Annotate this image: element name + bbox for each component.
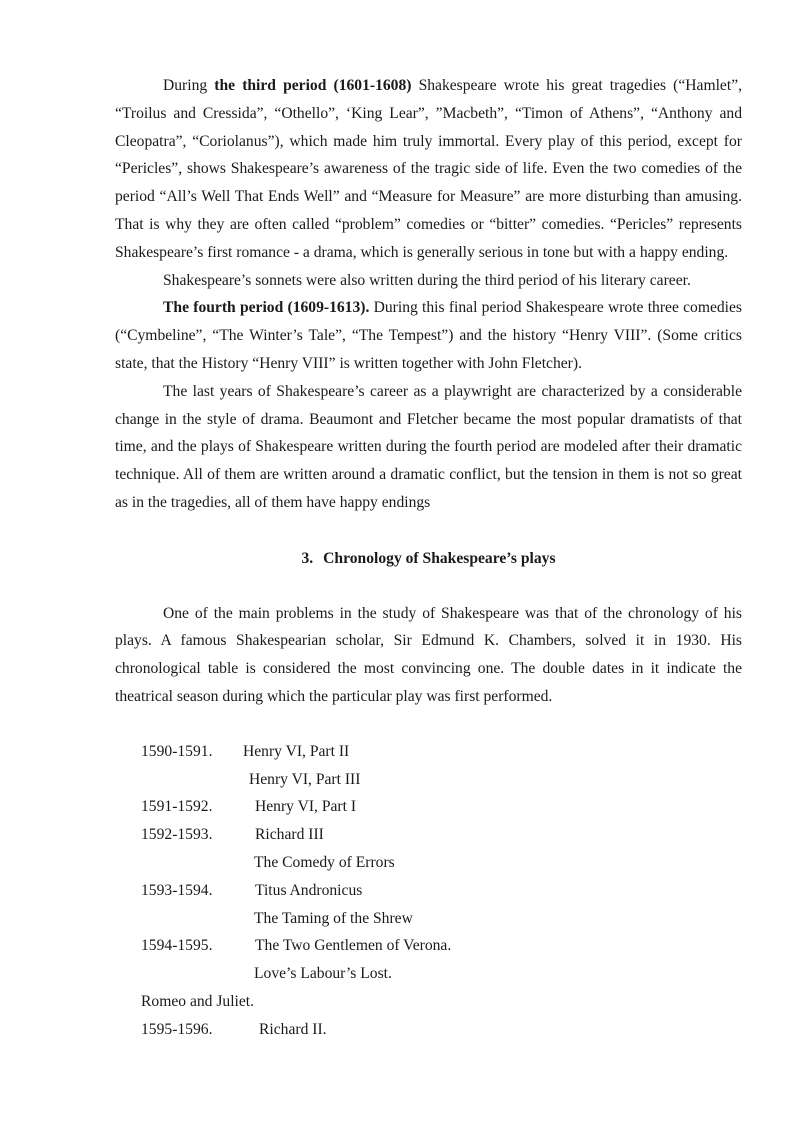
- paragraph-last-years: The last years of Shakespeare’s career as a playwright are characterized by a considerable change in the style of drama. Beaumont and Fletcher became the most popular dramatists of that time, and the plays of Shakespeare written during the fourth period are modeled after their dramatic technique. All of them are written around a dramatic conflict, but the tension in them is not so great as in the tragedies, all of them have happy endings: [115, 382, 742, 511]
- chronology-title: Titus Andronicus: [255, 881, 363, 899]
- chronology-row: [141, 1016, 742, 1044]
- chronology-title: The Two Gentlemen of Verona.: [255, 937, 452, 955]
- chronology-row: [141, 738, 742, 766]
- chronology-year: 1593-1594.: [141, 881, 213, 899]
- period-heading-bold: the third period (1601-1608): [214, 77, 412, 94]
- chronology-title: Richard II.: [259, 1020, 327, 1038]
- section-number: 3.: [301, 549, 314, 567]
- chronology-title: Romeo and Juliet.: [141, 992, 255, 1010]
- chronology-year: 1591-1592.: [141, 798, 213, 816]
- chronology-title: Richard III: [255, 826, 324, 844]
- paragraph-chronology-intro: One of the main problems in the study of Shakespeare was that of the chronology of his plays. A famous Shakespearian scholar, Sir Edmund K. Chambers, solved it in 1930. His chronological table is considered the most convincing one. The double dates in it indicate the theatrical season during which the particular play was first performed.: [115, 604, 742, 705]
- chronology-row: [141, 766, 742, 794]
- document-page: [115, 72, 742, 1044]
- chronology-year: 1595-1596.: [141, 1020, 213, 1038]
- chronology-row: [141, 821, 742, 849]
- chronology-row: [141, 960, 742, 988]
- chronology-row: [141, 849, 742, 877]
- chronology-row: [141, 932, 742, 960]
- chronology-title: The Taming of the Shrew: [254, 909, 413, 927]
- chronology-row: [141, 905, 742, 933]
- chronology-title: Henry VI, Part II: [243, 742, 350, 760]
- paragraph-text: During this final period Shakespeare wrote three comedies (“Cymbeline”, “The Winter’s Tale”, “The Tempest”) and the history “Henry VIII”. (Some critics state, that the History “Henry VIII” is written together with John Fletcher).: [115, 299, 743, 372]
- chronology-title: Henry VI, Part I: [255, 798, 357, 816]
- chronology-list: [115, 738, 742, 1044]
- paragraph-text: Shakespeare wrote his great tragedies (“Hamlet”, “Troilus and Cressida”, “Othello”, ‘King Lear”, ”Macbeth”, “Timon of Athens”, “Anthony and Cleopatra”, “Coriolanus”), which made him truly immortal. Every play of this period, except for “Pericles”, shows Shakespeare’s awareness of the tragic side of life. Even the two comedies of the period “All’s Well That Ends Well” and “Measure for Measure” are more disturbing than amusing. That is why they are often called “problem” comedies or “bitter” comedies. “Pericles” represents Shakespeare’s first romance - a drama, which is generally serious in tone but with a happy ending.: [115, 77, 743, 261]
- chronology-year: 1590-1591.: [141, 742, 213, 760]
- section-heading: [115, 545, 742, 573]
- paragraph-sonnets: Shakespeare’s sonnets were also written during the third period of his literary career.: [163, 271, 691, 289]
- chronology-title: The Comedy of Errors: [254, 853, 395, 871]
- chronology-title: Henry VI, Part III: [249, 770, 361, 788]
- paragraph-fourth-period: [115, 294, 742, 377]
- paragraph-text: During: [163, 77, 215, 94]
- chronology-title: Love’s Labour’s Lost.: [254, 965, 392, 983]
- paragraph-third-period: [115, 72, 742, 267]
- chronology-row: [141, 793, 742, 821]
- chronology-year: 1594-1595.: [141, 937, 213, 955]
- chronology-year: 1592-1593.: [141, 826, 213, 844]
- section-title: Chronology of Shakespeare’s plays: [323, 549, 556, 567]
- period-heading-bold: The fourth period (1609-1613).: [163, 299, 370, 317]
- chronology-row: [141, 988, 742, 1016]
- chronology-row: [141, 877, 742, 905]
